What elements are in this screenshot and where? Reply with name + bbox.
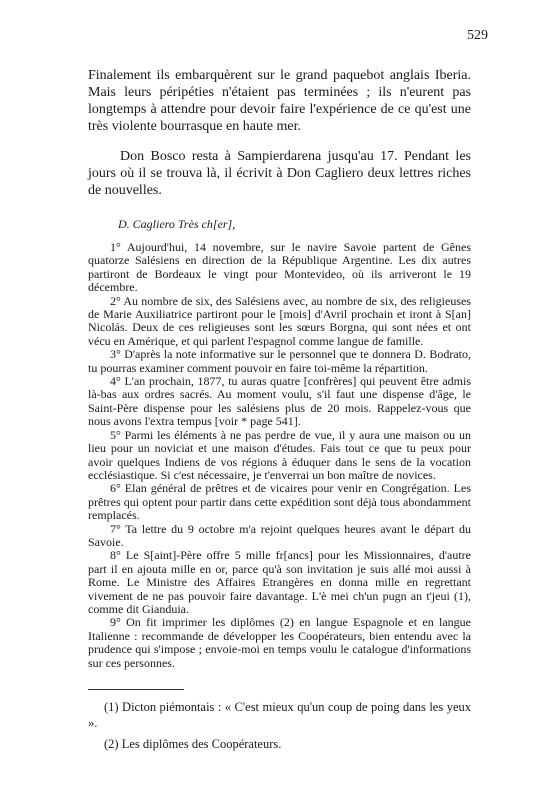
letter-body bbox=[88, 241, 471, 670]
letter-item-3: 3° D'après la note informative sur le personnel que te donnera D. Bodrato, tu pourras examiner comment pouvoir en faire toi-même la répartition. bbox=[88, 347, 471, 375]
letter-item-9: 9° On fit imprimer les diplômes (2) en langue Espagnole et en langue Italienne : recommande de développer les Coopérateurs, bien entendu avec la prudence qui s'impose ; envoie-moi en temps voulu le catalogue d'informations sur ces personnes. bbox=[88, 615, 471, 670]
footnote-1: (1) Dicton piémontais : « C'est mieux qu'un coup de poing dans les yeux ». bbox=[88, 700, 471, 730]
letter-item-2: 2° Au nombre de six, des Salésiens avec, au nombre de six, des religieuses de Marie Auxiliatrice partiront pour le [mois] d'Avril prochain et iront à S[an] Nicolás. Deux de ces religieuses sont les sœurs Borgna, qui sont nées et ont vécu en Amérique, et qui parlent l'espagnol comme langue de famille. bbox=[88, 293, 471, 348]
letter-item-7: 7° Ta lettre du 9 octobre m'a rejoint quelques heures avant le départ du Savoie. bbox=[88, 521, 471, 549]
page-body bbox=[88, 67, 471, 752]
letter-item-6: 6° Elan général de prêtres et de vicaires pour venir en Congrégation. Les prêtres qui optent pour partir dans cette expédition sont déjà tous abondamment remplacés. bbox=[88, 481, 471, 523]
letter-item-5: 5° Parmi les éléments à ne pas perdre de vue, il y aura une maison ou un lieu pour un noviciat et une maison d'études. Fais tout ce que tu peux pour avoir quelques Indiens de vos régions à éduquer dans le sens de la vocation ecclésiastique. Si c'est nécessaire, je t'enverrai un bon maître de novices. bbox=[88, 427, 471, 482]
paragraph-sampierdarena: Don Bosco resta à Sampierdarena jusqu'au 17. Pendant les jours où il se trouva là, il écrivit à Don Cagliero deux lettres riches de nouvelles. bbox=[88, 149, 471, 198]
letter-item-1: 1° Aujourd'hui, 14 novembre, sur le navire Savoie partent de Gênes quatorze Salésiens en direction de la République Argentine. Les dix autres partiront de Bordeaux le vingt pour Montevideo, où ils arriveront le 19 décembre. bbox=[88, 240, 471, 295]
letter-item-4: 4° L'an prochain, 1877, tu auras quatre [confrères] qui peuvent être admis là-bas aux ordres sacrés. Au moment voulu, s'il faut une dispense d'âge, le Saint-Père dispense pour les salésiens plus de 20 mois. Rappelez-vous que nous avons l'extra tempus [voir * page 541]. bbox=[88, 374, 471, 429]
footnote-2: (2) Les diplômes des Coopérateurs. bbox=[104, 737, 282, 751]
footnote-rule bbox=[88, 689, 184, 690]
letter-salutation: D. Cagliero Très ch[er], bbox=[118, 217, 236, 231]
letter-item-8: 8° Le S[aint]-Père offre 5 mille fr[ancs] pour les Missionnaires, d'autre part il en ajouta mille en or, parce qu'à son invitation je suis allé moi aussi à Rome. Le Ministre des Affaires Etrangères en donna mille en regrettant vivement de ne pas pouvoir faire davantage. L'è mei ch'un pugn an t'jeui (1), comme dit Gianduia. bbox=[88, 548, 471, 616]
page-number: 529 bbox=[467, 28, 488, 43]
paragraph-voyage: Finalement ils embarquèrent sur le grand paquebot anglais Iberia. Mais leurs péripéties n'étaient pas terminées ; ils n'eurent pas longtemps à attendre pour devoir faire l'expérience de ce qu'est une très violente bourrasque en haute mer. bbox=[88, 68, 471, 134]
